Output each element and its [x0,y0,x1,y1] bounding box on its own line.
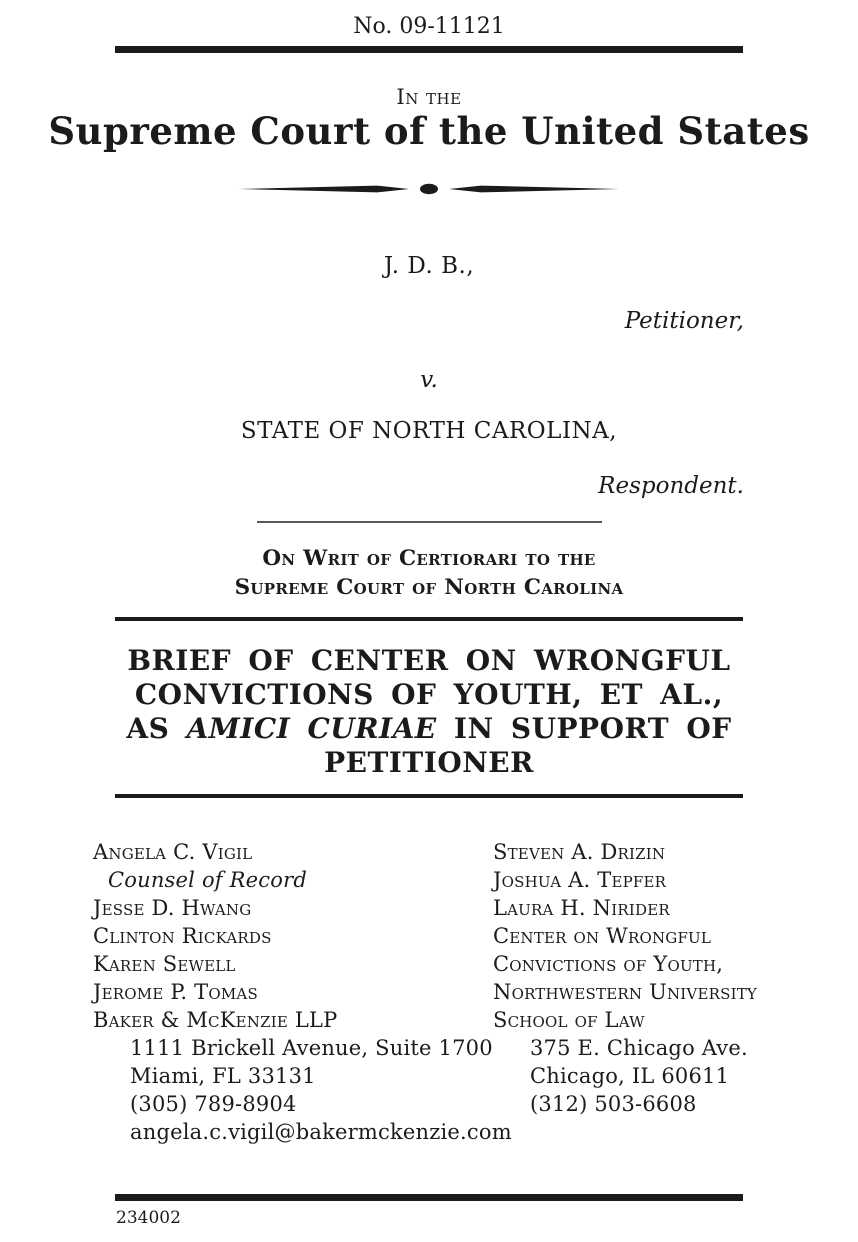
certiorari-line-2: Supreme Court of North Carolina [234,575,624,600]
counsel-phone: (305) 789-8904 [130,1092,297,1116]
in-the-label: In the [396,85,462,109]
brief-title-line-1: BRIEF OF CENTER ON WRONGFUL [127,644,731,677]
counsel-column-left [93,838,512,1146]
brief-title-line-2: CONVICTIONS OF YOUTH, ET AL., [134,678,724,711]
counsel-block [0,838,858,1146]
party-separator-rule [257,521,602,523]
counsel-email: angela.c.vigil@bakermckenzie.com [130,1120,512,1144]
title-bottom-double-rule [115,794,743,798]
counsel-name: Clinton Rickards [93,924,272,948]
counsel-name: Joshua A. Tepfer [493,868,667,892]
ornament-divider-icon [239,181,619,197]
counsel-org-line: Center on Wrongful [493,924,712,948]
counsel-name: Laura H. Nirider [493,896,670,920]
brief-title-line-4: PETITIONER [324,746,534,779]
docket-number: No. 09-11121 [353,14,505,39]
respondent-role-label: Respondent. [598,473,744,499]
print-number: 234002 [116,1208,181,1228]
counsel-name: Jerome P. Tomas [93,980,258,1004]
counsel-name: Steven A. Drizin [493,840,666,864]
counsel-org-line: Convictions of Youth, [493,952,724,976]
counsel-name: Angela C. Vigil [93,840,253,864]
counsel-org-line: Northwestern University [493,980,758,1004]
respondent-name: STATE OF NORTH CAROLINA, [240,418,618,444]
counsel-org-line: School of Law [493,1008,645,1032]
brief-title-line-3-prefix: AS [126,712,187,745]
brief-title-line-3-latin-phrase: AMICI CURIAE [186,712,437,745]
footer-double-rule [115,1194,743,1201]
petitioner-name: J. D. B., [383,253,475,279]
counsel-phone: (312) 503-6608 [530,1092,697,1116]
counsel-address-line: 375 E. Chicago Ave. [530,1036,748,1060]
versus-label: v. [420,367,438,393]
counsel-name: Jesse D. Hwang [93,896,252,920]
counsel-address-line: Chicago, IL 60611 [530,1064,730,1088]
petitioner-role-label: Petitioner, [624,308,744,334]
title-top-double-rule [115,617,743,621]
brief-title-line-3-suffix: IN SUPPORT OF [436,712,732,745]
counsel-firm-name: Baker & McKenzie LLP [93,1008,338,1032]
counsel-of-record-label: Counsel of Record [108,868,307,892]
footer [0,1194,858,1229]
counsel-address-line: 1111 Brickell Avenue, Suite 1700 [130,1036,493,1060]
counsel-column-right [493,838,823,1146]
counsel-address-line: Miami, FL 33131 [130,1064,316,1088]
counsel-name: Karen Sewell [93,952,236,976]
brief-title-line-3 [0,712,858,746]
top-double-rule [115,46,743,53]
certiorari-line-1: On Writ of Certiorari to the [262,546,596,571]
court-name-title: Supreme Court of the United States [48,109,810,153]
certiorari-statement [0,544,858,602]
brief-title [0,644,858,780]
